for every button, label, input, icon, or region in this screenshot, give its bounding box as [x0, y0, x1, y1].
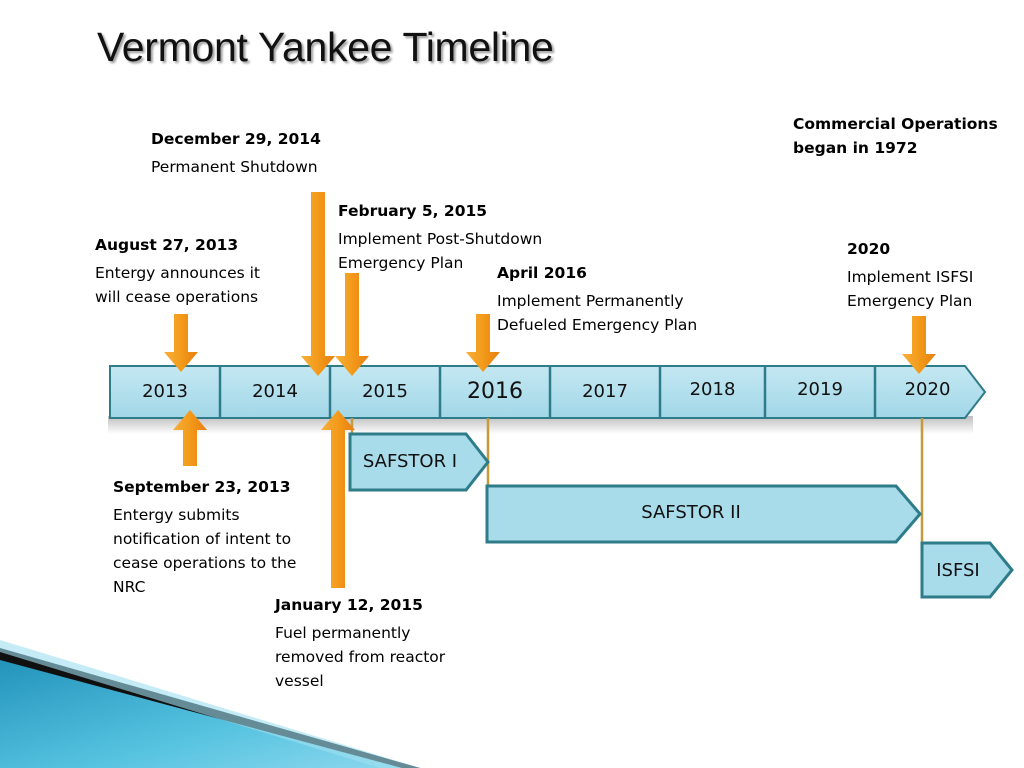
event-desc: Permanent Shutdown: [151, 158, 318, 176]
event-date: January 12, 2015: [275, 596, 423, 614]
event-date: 2020: [847, 240, 891, 258]
event-date: September 23, 2013: [113, 478, 291, 496]
event-sep-2013: [113, 475, 318, 599]
safstor-1-label: SAFSTOR I: [362, 450, 458, 472]
isfsi-label: ISFSI: [936, 559, 980, 581]
year-label-2013: 2013: [142, 380, 188, 402]
event-desc: Fuel permanently removed from reactor vessel: [275, 624, 446, 690]
year-label-2020: 2020: [904, 378, 951, 400]
year-label-2019: 2019: [797, 378, 843, 400]
event-2020: [847, 237, 997, 313]
event-desc: Entergy announces it will cease operations: [95, 264, 260, 306]
event-apr-2016: [497, 261, 722, 337]
event-jan-2015: [275, 593, 475, 693]
safstor-2-label: SAFSTOR II: [641, 501, 741, 523]
event-date: February 5, 2015: [338, 202, 488, 220]
event-aug-2013: [95, 233, 285, 309]
year-label-2015: 2015: [362, 380, 408, 402]
event-desc: Implement Post-Shutdown Emergency Plan: [338, 230, 543, 272]
down-arrow-feb-2015: [335, 273, 369, 376]
down-arrow-apr-2016: [466, 314, 500, 372]
year-label-2014: 2014: [252, 380, 298, 402]
event-date: August 27, 2013: [95, 236, 239, 254]
year-label-2018: 2018: [689, 378, 736, 400]
event-dec-2014: [151, 127, 351, 179]
down-arrow-dec-2014: [301, 192, 335, 376]
commercial-operations-note: Commercial Operations began in 1972: [793, 115, 998, 157]
page-title: Vermont Yankee Timeline: [97, 24, 554, 70]
event-date: December 29, 2014: [151, 130, 321, 148]
event-desc: Entergy submits notification of intent to cease operations to the NRC: [113, 506, 297, 596]
event-date: April 2016: [497, 264, 587, 282]
year-label-2017: 2017: [582, 380, 628, 402]
event-desc: Implement Permanently Defueled Emergency Plan: [497, 292, 698, 334]
event-desc: Implement ISFSI Emergency Plan: [847, 268, 974, 310]
year-label-2016: 2016: [467, 378, 523, 404]
down-arrow-aug-2013: [164, 314, 198, 372]
